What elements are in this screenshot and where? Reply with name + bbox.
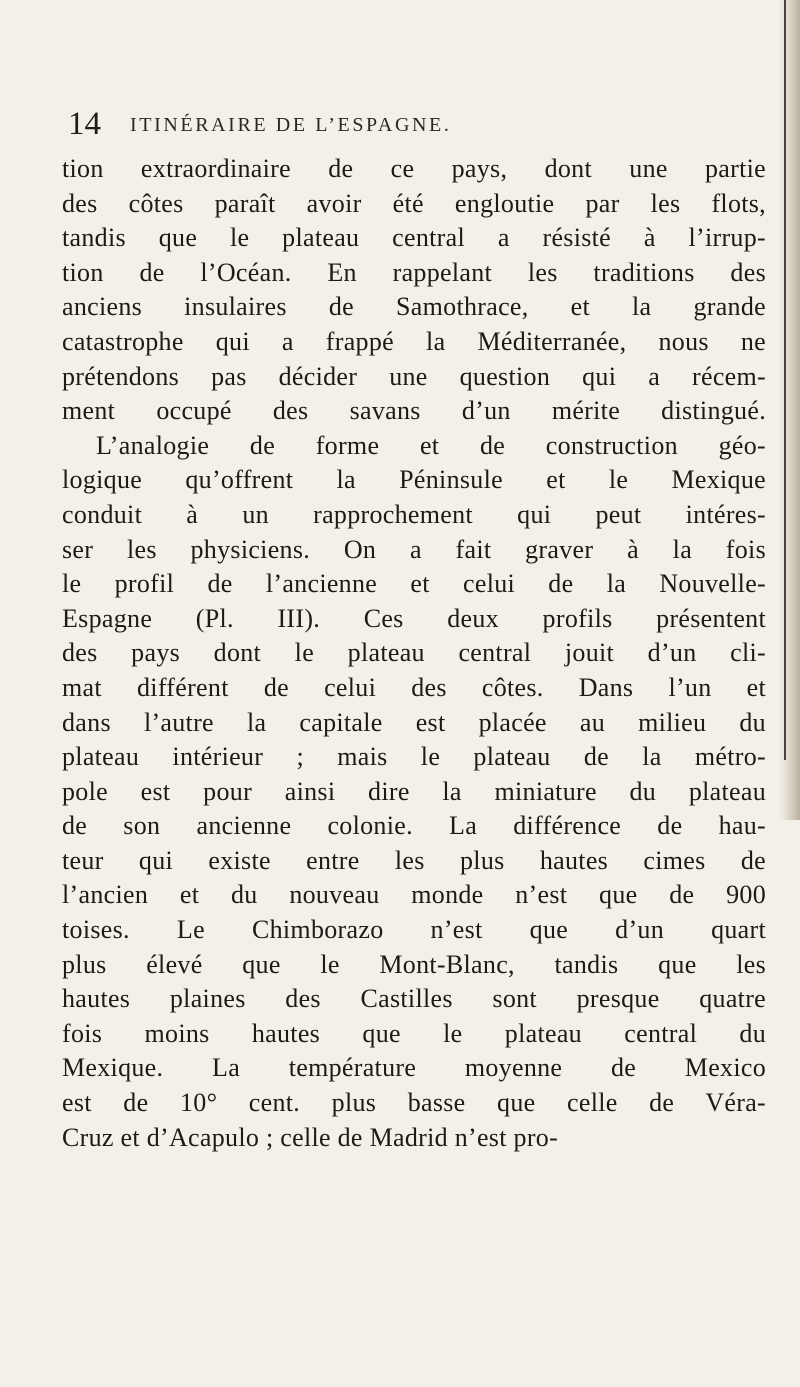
text-line: mat différent de celui des côtes. Dans l’un et bbox=[62, 672, 766, 702]
text-line: logique qu’offrent la Péninsule et le Mexique bbox=[62, 465, 766, 495]
text-line: pole est pour ainsi dire la miniature du plateau bbox=[62, 776, 766, 806]
text-line: est de 10° cent. plus basse que celle de Véra- bbox=[62, 1088, 766, 1118]
text-line: des côtes paraît avoir été engloutie par les flots, bbox=[62, 188, 766, 218]
text-line: des pays dont le plateau central jouit d’un cli- bbox=[62, 638, 766, 668]
text-line: conduit à un rapprochement qui peut intéres- bbox=[62, 499, 766, 529]
text-line: plus élevé que le Mont-Blanc, tandis que les bbox=[62, 949, 766, 979]
text-line: ment occupé des savans d’un mérite distingué. bbox=[62, 396, 766, 426]
paragraph-start-line: L’analogie de forme et de construction géo- bbox=[96, 430, 766, 460]
running-head: ITINÉRAIRE DE L’ESPAGNE. bbox=[130, 114, 452, 136]
text-line: plateau intérieur ; mais le plateau de la métro- bbox=[62, 742, 766, 772]
page-number: 14 bbox=[68, 106, 101, 142]
text-line: Mexique. La température moyenne de Mexico bbox=[62, 1053, 766, 1083]
text-line: le profil de l’ancienne et celui de la Nouvelle- bbox=[62, 569, 766, 599]
text-line: hautes plaines des Castilles sont presque quatre bbox=[62, 984, 766, 1014]
text-line: ser les physiciens. On a fait graver à la fois bbox=[62, 534, 766, 564]
text-line: anciens insulaires de Samothrace, et la grande bbox=[62, 292, 766, 322]
text-line: prétendons pas décider une question qui a récem- bbox=[62, 361, 766, 391]
text-line: l’ancien et du nouveau monde n’est que de 900 bbox=[62, 880, 766, 910]
text-line: Espagne (Pl. III). Ces deux profils présentent bbox=[62, 603, 766, 633]
text-line: de son ancienne colonie. La différence de hau- bbox=[62, 811, 766, 841]
text-line: toises. Le Chimborazo n’est que d’un quart bbox=[62, 915, 766, 945]
page-gutter-edge bbox=[778, 0, 800, 820]
body-text bbox=[62, 152, 766, 1155]
text-line: tion extraordinaire de ce pays, dont une partie bbox=[62, 154, 766, 183]
text-line: tandis que le plateau central a résisté à l’irrup- bbox=[62, 223, 766, 253]
text-line: fois moins hautes que le plateau central du bbox=[62, 1018, 766, 1048]
text-line: tion de l’Océan. En rappelant les traditions des bbox=[62, 257, 766, 287]
text-line: catastrophe qui a frappé la Méditerranée, nous ne bbox=[62, 326, 766, 356]
text-line: Cruz et d’Acapulo ; celle de Madrid n’est pro- bbox=[62, 1122, 559, 1152]
text-line: teur qui existe entre les plus hautes cimes de bbox=[62, 845, 766, 875]
page-header bbox=[68, 106, 768, 146]
text-line: dans l’autre la capitale est placée au milieu du bbox=[62, 707, 766, 737]
binding-line bbox=[784, 0, 786, 760]
